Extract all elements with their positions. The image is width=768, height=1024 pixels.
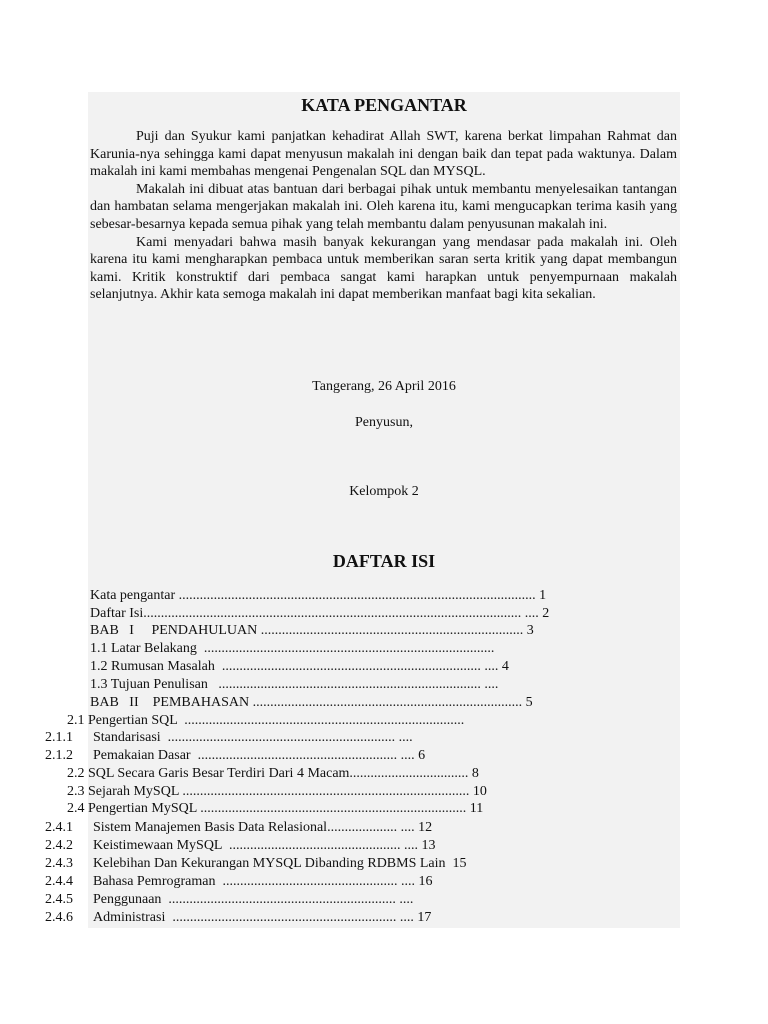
preface-title: KATA PENGANTAR [301, 95, 467, 115]
toc-entry: Bahasa Pemrograman .................................................. .... 16 [93, 874, 433, 889]
toc-entry: 1.3 Tujuan Penulisan ........................................................................... .... [90, 677, 499, 692]
place-date: Tangerang, 26 April 2016 [312, 379, 456, 394]
toc-entry: BAB I PENDAHULUAN ........................................................................... 3 [90, 623, 534, 638]
toc-entry-number: 2.4.6 [45, 910, 73, 925]
toc-entry: 1.1 Latar Belakang ................................................................................... [90, 641, 495, 656]
toc-entry-number: 2.4.3 [45, 856, 73, 871]
toc-entry: 1.2 Rumusan Masalah .......................................................................... .... 4 [90, 659, 509, 674]
toc-entry: 2.4 Pengertian MySQL ............................................................................ 11 [67, 801, 484, 816]
toc-entry: Administrasi ................................................................ .... 17 [93, 910, 432, 925]
toc-entry-number: 2.4.1 [45, 820, 73, 835]
toc-title: DAFTAR ISI [332, 551, 436, 571]
preface-paragraph: Makalah ini dibuat atas bantuan dari berbagai pihak untuk membantu menyelesaikan tantangan dan hambatan selama mengerjakan makalah ini. Oleh karena itu, kami mengucapkan terima kasih yang sebesar-besarnya kepada semua pihak yang telah membantu dalam penyusunan makalah ini. [90, 181, 677, 232]
toc-entry: Kata pengantar ...................................................................................................... 1 [90, 588, 547, 603]
preface-body [90, 128, 677, 304]
toc-entry: Pemakaian Dasar ......................................................... .... 6 [93, 748, 426, 763]
toc-entry-number: 2.1.1 [45, 730, 73, 745]
toc-entry: Daftar Isi............................................................................................................ .... 2 [90, 606, 550, 621]
toc-entry: Standarisasi ................................................................. .... [93, 730, 413, 745]
preface-paragraph: Puji dan Syukur kami panjatkan kehadirat Allah SWT, karena berkat limpahan Rahmat dan Karunia-nya sehingga kami dapat menyusun makalah ini dengan baik dan tepat pada waktunya. Dalam makalah ini kami membahas mengenai Pengenalan SQL dan MYSQL. [90, 129, 677, 180]
toc-entry: Sistem Manajemen Basis Data Relasional.................... .... 12 [93, 820, 433, 835]
preface-paragraph: Kami menyadari bahwa masih banyak kekurangan yang mendasar pada makalah ini. Oleh karena itu kami mengharapkan pembaca untuk memberikan saran serta kritik yang dapat membangun kami. Kritik konstruktif dari pembaca sangat kami harapkan untuk penyempurnaan makalah selanjutnya. Akhir kata semoga makalah ini dapat memberikan manfaat bagi kita sekalian. [90, 234, 677, 303]
toc-entry: Penggunaan ................................................................. .... [93, 892, 414, 907]
toc-entry: BAB II PEMBAHASAN ............................................................................. 5 [90, 695, 533, 710]
toc-entry: 2.3 Sejarah MySQL .................................................................................. 10 [67, 784, 487, 799]
author-name: Kelompok 2 [349, 484, 419, 499]
signature-label: Penyusun, [355, 415, 413, 430]
toc-entry-number: 2.4.5 [45, 892, 73, 907]
toc-entry: Keistimewaan MySQL ................................................. .... 13 [93, 838, 436, 853]
toc-entry-number: 2.4.4 [45, 874, 73, 889]
toc-entry: 2.2 SQL Secara Garis Besar Terdiri Dari 4 Macam.................................. 8 [67, 766, 479, 781]
toc-entry: Kelebihan Dan Kekurangan MYSQL Dibanding RDBMS Lain 15 [93, 856, 467, 871]
toc-entry: 2.1 Pengertian SQL ................................................................................ [67, 713, 465, 728]
toc-entry-number: 2.1.2 [45, 748, 73, 763]
toc-entry-number: 2.4.2 [45, 838, 73, 853]
